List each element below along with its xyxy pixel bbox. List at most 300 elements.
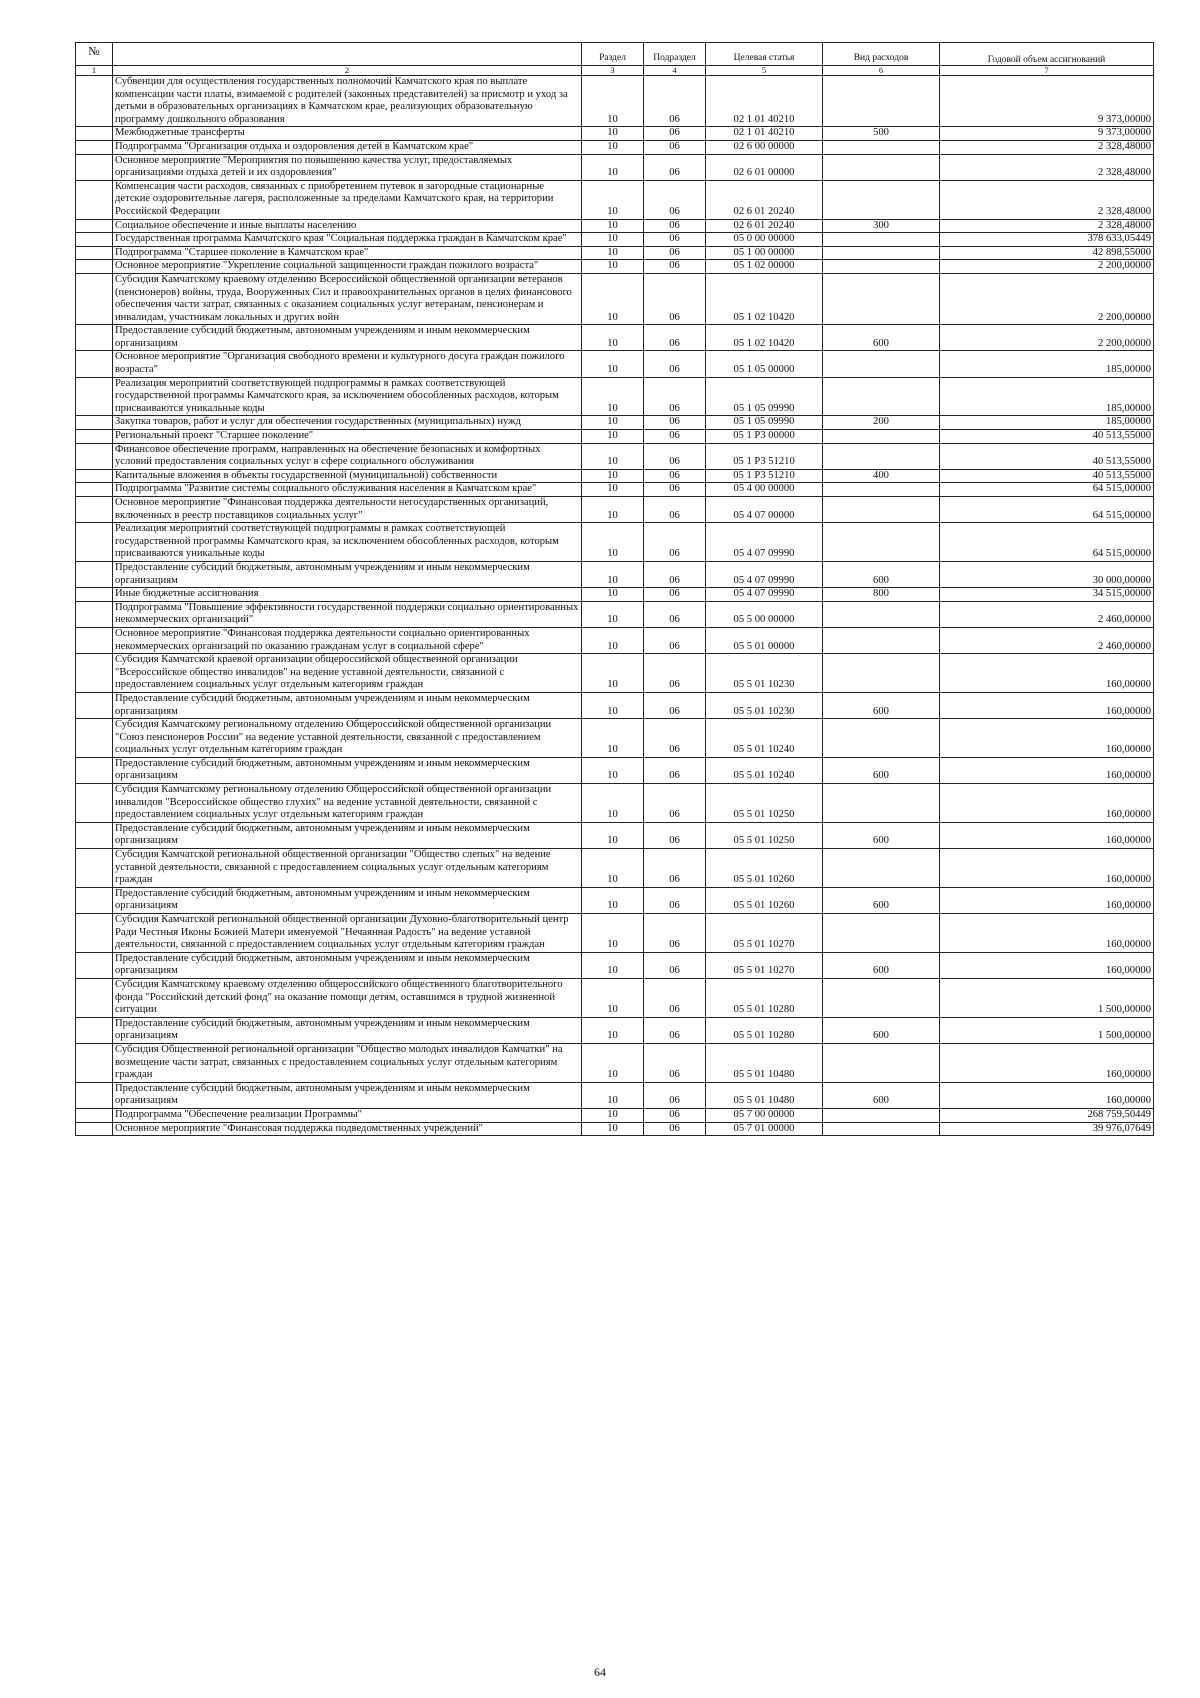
- row-number-cell: [76, 914, 113, 953]
- row-sum-cell: 160,00000: [940, 952, 1154, 978]
- row-number-cell: [76, 483, 113, 497]
- row-razdel-cell: 10: [582, 483, 644, 497]
- row-podrazdel-cell: 06: [644, 887, 706, 913]
- row-celevaya-cell: 05 1 05 09990: [706, 377, 823, 416]
- row-podrazdel-cell: 06: [644, 127, 706, 141]
- row-celevaya-cell: 05 5 01 10240: [706, 757, 823, 783]
- row-vid-cell: [823, 180, 940, 219]
- table-row: [76, 822, 1154, 848]
- row-name-cell: Компенсация части расходов, связанных с приобретением путевок в загородные стационарные детские оздоровительные лагеря, расположенные за пределами Камчатского края, на территории Российской Федерации: [113, 180, 582, 219]
- row-podrazdel-cell: 06: [644, 246, 706, 260]
- row-sum-cell: 160,00000: [940, 784, 1154, 823]
- row-podrazdel-cell: 06: [644, 219, 706, 233]
- row-number-cell: [76, 784, 113, 823]
- row-podrazdel-cell: 06: [644, 822, 706, 848]
- row-name-cell: Социальное обеспечение и иные выплаты населению: [113, 219, 582, 233]
- row-sum-cell: 2 200,00000: [940, 273, 1154, 324]
- row-celevaya-cell: 05 4 00 00000: [706, 483, 823, 497]
- row-celevaya-cell: 05 1 05 09990: [706, 416, 823, 430]
- row-sum-cell: 185,00000: [940, 416, 1154, 430]
- row-name-cell: Предоставление субсидий бюджетным, автономным учреждениям и иным некоммерческим организациям: [113, 325, 582, 351]
- page-number: 64: [594, 1665, 606, 1679]
- row-number-cell: [76, 180, 113, 219]
- row-name-cell: Реализация мероприятий соответствующей подпрограммы в рамках соответствующей государственной программы Камчатского края, за исключением обособленных расходов, которым присваиваются уникальные коды: [113, 377, 582, 416]
- row-celevaya-cell: 05 7 00 00000: [706, 1108, 823, 1122]
- row-sum-cell: 160,00000: [940, 1043, 1154, 1082]
- row-number-cell: [76, 849, 113, 888]
- row-vid-cell: [823, 246, 940, 260]
- row-razdel-cell: 10: [582, 325, 644, 351]
- row-sum-cell: 40 513,55000: [940, 430, 1154, 444]
- row-podrazdel-cell: 06: [644, 784, 706, 823]
- row-number-cell: [76, 588, 113, 602]
- table-row: [76, 180, 1154, 219]
- row-vid-cell: [823, 273, 940, 324]
- table-row: [76, 273, 1154, 324]
- row-name-cell: Предоставление субсидий бюджетным, автономным учреждениям и иным некоммерческим организациям: [113, 887, 582, 913]
- row-celevaya-cell: 05 1 02 10420: [706, 325, 823, 351]
- row-sum-cell: 160,00000: [940, 914, 1154, 953]
- row-podrazdel-cell: 06: [644, 497, 706, 523]
- row-podrazdel-cell: 06: [644, 914, 706, 953]
- row-razdel-cell: 10: [582, 233, 644, 247]
- table-row: [76, 914, 1154, 953]
- row-podrazdel-cell: 06: [644, 233, 706, 247]
- row-podrazdel-cell: 06: [644, 1108, 706, 1122]
- row-vid-cell: 500: [823, 127, 940, 141]
- row-podrazdel-cell: 06: [644, 76, 706, 127]
- row-sum-cell: 39 976,07649: [940, 1122, 1154, 1136]
- row-name-cell: Субсидия Камчатской краевой организации общероссийской общественной организации "Всероссийское общество инвалидов" на ведение уставной деятельности, связанной с предоставлением социальных услуг отдельным категориям граждан: [113, 654, 582, 693]
- row-vid-cell: 200: [823, 416, 940, 430]
- row-podrazdel-cell: 06: [644, 180, 706, 219]
- row-sum-cell: 2 200,00000: [940, 325, 1154, 351]
- row-podrazdel-cell: 06: [644, 1043, 706, 1082]
- row-vid-cell: 600: [823, 887, 940, 913]
- row-celevaya-cell: 02 1 01 40210: [706, 76, 823, 127]
- col-number: 2: [113, 66, 582, 76]
- row-name-cell: Предоставление субсидий бюджетным, автономным учреждениям и иным некоммерческим организациям: [113, 1082, 582, 1108]
- row-name-cell: Финансовое обеспечение программ, направленных на обеспечение безопасных и комфортных условий предоставления социальных услуг в сфере социального обслуживания: [113, 443, 582, 469]
- table-row: [76, 483, 1154, 497]
- row-razdel-cell: 10: [582, 377, 644, 416]
- header-vid: Вид расходов: [823, 43, 940, 66]
- row-vid-cell: [823, 76, 940, 127]
- table-row: [76, 430, 1154, 444]
- row-celevaya-cell: 05 7 01 00000: [706, 1122, 823, 1136]
- row-razdel-cell: 10: [582, 784, 644, 823]
- row-celevaya-cell: 05 5 01 10230: [706, 692, 823, 718]
- budget-table-page: [75, 42, 1153, 1136]
- col-number: 7: [940, 66, 1154, 76]
- row-name-cell: Основное мероприятие "Финансовая поддержка деятельности социально ориентированных некоммерческих организаций по оказанию гражданам услуг в социальной сфере": [113, 627, 582, 653]
- row-sum-cell: 64 515,00000: [940, 497, 1154, 523]
- table-row: [76, 952, 1154, 978]
- row-razdel-cell: 10: [582, 154, 644, 180]
- row-number-cell: [76, 246, 113, 260]
- row-razdel-cell: 10: [582, 127, 644, 141]
- row-sum-cell: 2 460,00000: [940, 627, 1154, 653]
- row-vid-cell: [823, 443, 940, 469]
- col-number: 5: [706, 66, 823, 76]
- table-header-row: [76, 43, 1154, 66]
- row-razdel-cell: 10: [582, 561, 644, 587]
- row-razdel-cell: 10: [582, 1082, 644, 1108]
- row-celevaya-cell: 02 6 00 00000: [706, 140, 823, 154]
- row-sum-cell: 9 373,00000: [940, 127, 1154, 141]
- row-number-cell: [76, 140, 113, 154]
- row-vid-cell: 600: [823, 692, 940, 718]
- row-podrazdel-cell: 06: [644, 1017, 706, 1043]
- header-obem: Годовой объем ассигнований: [940, 43, 1154, 66]
- row-sum-cell: 185,00000: [940, 351, 1154, 377]
- row-number-cell: [76, 523, 113, 562]
- row-celevaya-cell: 05 5 01 10230: [706, 654, 823, 693]
- row-number-cell: [76, 1017, 113, 1043]
- row-podrazdel-cell: 06: [644, 273, 706, 324]
- row-celevaya-cell: 05 1 05 00000: [706, 351, 823, 377]
- row-name-cell: Основное мероприятие "Укрепление социальной защищенности граждан пожилого возраста": [113, 260, 582, 274]
- row-celevaya-cell: 02 6 01 00000: [706, 154, 823, 180]
- row-celevaya-cell: 05 5 00 00000: [706, 601, 823, 627]
- table-row: [76, 140, 1154, 154]
- row-vid-cell: [823, 1108, 940, 1122]
- row-celevaya-cell: 05 5 01 10280: [706, 978, 823, 1017]
- table-row: [76, 351, 1154, 377]
- row-celevaya-cell: 05 5 01 10250: [706, 822, 823, 848]
- row-number-cell: [76, 154, 113, 180]
- row-number-cell: [76, 1108, 113, 1122]
- row-name-cell: Иные бюджетные ассигнования: [113, 588, 582, 602]
- row-name-cell: Предоставление субсидий бюджетным, автономным учреждениям и иным некоммерческим организациям: [113, 822, 582, 848]
- row-number-cell: [76, 76, 113, 127]
- row-number-cell: [76, 443, 113, 469]
- row-sum-cell: 160,00000: [940, 692, 1154, 718]
- table-row: [76, 219, 1154, 233]
- row-name-cell: Субсидия Камчатской региональной общественной организации "Общество слепых" на ведение уставной деятельности, связанной с предоставлением социальных услуг отдельным категориям граждан: [113, 849, 582, 888]
- row-podrazdel-cell: 06: [644, 469, 706, 483]
- row-sum-cell: 160,00000: [940, 719, 1154, 758]
- row-razdel-cell: 10: [582, 849, 644, 888]
- header-celevaya: Целевая статья: [706, 43, 823, 66]
- row-podrazdel-cell: 06: [644, 627, 706, 653]
- table-row: [76, 127, 1154, 141]
- row-celevaya-cell: 05 5 01 10260: [706, 849, 823, 888]
- row-name-cell: Региональный проект "Старшее поколение": [113, 430, 582, 444]
- row-razdel-cell: 10: [582, 351, 644, 377]
- row-number-cell: [76, 260, 113, 274]
- row-podrazdel-cell: 06: [644, 588, 706, 602]
- table-row: [76, 76, 1154, 127]
- row-name-cell: Основное мероприятие "Организация свободного времени и культурного досуга граждан пожилого возраста": [113, 351, 582, 377]
- row-celevaya-cell: 05 1 02 10420: [706, 273, 823, 324]
- row-name-cell: Предоставление субсидий бюджетным, автономным учреждениям и иным некоммерческим организациям: [113, 952, 582, 978]
- row-razdel-cell: 10: [582, 469, 644, 483]
- row-podrazdel-cell: 06: [644, 952, 706, 978]
- table-row: [76, 588, 1154, 602]
- table-row: [76, 1122, 1154, 1136]
- row-razdel-cell: 10: [582, 692, 644, 718]
- row-vid-cell: 600: [823, 822, 940, 848]
- row-razdel-cell: 10: [582, 140, 644, 154]
- row-razdel-cell: 10: [582, 914, 644, 953]
- row-podrazdel-cell: 06: [644, 416, 706, 430]
- table-row: [76, 849, 1154, 888]
- row-number-cell: [76, 822, 113, 848]
- row-vid-cell: [823, 430, 940, 444]
- row-razdel-cell: 10: [582, 219, 644, 233]
- row-razdel-cell: 10: [582, 1108, 644, 1122]
- row-vid-cell: [823, 719, 940, 758]
- row-vid-cell: 600: [823, 757, 940, 783]
- row-vid-cell: 600: [823, 1082, 940, 1108]
- row-razdel-cell: 10: [582, 416, 644, 430]
- row-sum-cell: 160,00000: [940, 1082, 1154, 1108]
- row-number-cell: [76, 601, 113, 627]
- table-row: [76, 887, 1154, 913]
- row-razdel-cell: 10: [582, 952, 644, 978]
- row-sum-cell: 1 500,00000: [940, 978, 1154, 1017]
- row-vid-cell: [823, 601, 940, 627]
- col-number: 4: [644, 66, 706, 76]
- row-number-cell: [76, 978, 113, 1017]
- row-number-cell: [76, 416, 113, 430]
- column-number-row: [76, 66, 1154, 76]
- row-celevaya-cell: 05 0 00 00000: [706, 233, 823, 247]
- row-vid-cell: [823, 654, 940, 693]
- row-sum-cell: 268 759,50449: [940, 1108, 1154, 1122]
- row-razdel-cell: 10: [582, 757, 644, 783]
- row-celevaya-cell: 05 5 01 10270: [706, 914, 823, 953]
- row-razdel-cell: 10: [582, 719, 644, 758]
- row-name-cell: Субвенции для осуществления государственных полномочий Камчатского края по выплате компенсации части платы, взимаемой с родителей (законных представителей) за присмотр и уход за детьми в образовательных организациях в Камчатском крае, реализующих образовательную программу дошкольного образования: [113, 76, 582, 127]
- row-razdel-cell: 10: [582, 523, 644, 562]
- table-row: [76, 416, 1154, 430]
- row-sum-cell: 2 328,48000: [940, 219, 1154, 233]
- table-row: [76, 692, 1154, 718]
- row-name-cell: Субсидия Камчатской региональной общественной организации Духовно-благотворительный центр Ради Честныя Иконы Божией Матери именуемой "Нечаянная Радость" на ведение уставной деятельности, связанной с предоставлением социальных услуг отдельным категориям граждан: [113, 914, 582, 953]
- row-number-cell: [76, 351, 113, 377]
- budget-table: [75, 42, 1154, 1136]
- row-name-cell: Субсидия Общественной региональной организации "Общество молодых инвалидов Камчатки" на возмещение части затрат, связанных с предоставлением социальных услуг отдельным категориям граждан: [113, 1043, 582, 1082]
- row-name-cell: Предоставление субсидий бюджетным, автономным учреждениям и иным некоммерческим организациям: [113, 757, 582, 783]
- row-name-cell: Предоставление субсидий бюджетным, автономным учреждениям и иным некоммерческим организациям: [113, 1017, 582, 1043]
- table-row: [76, 1043, 1154, 1082]
- row-name-cell: Основное мероприятие "Мероприятия по повышению качества услуг, предоставляемых организациями отдыха детей и их оздоровления": [113, 154, 582, 180]
- row-celevaya-cell: 05 4 07 09990: [706, 523, 823, 562]
- row-vid-cell: [823, 154, 940, 180]
- col-number: 1: [76, 66, 113, 76]
- row-razdel-cell: 10: [582, 497, 644, 523]
- row-podrazdel-cell: 06: [644, 1082, 706, 1108]
- col-number: 6: [823, 66, 940, 76]
- table-row: [76, 1082, 1154, 1108]
- row-number-cell: [76, 757, 113, 783]
- row-celevaya-cell: 02 6 01 20240: [706, 219, 823, 233]
- row-vid-cell: [823, 1122, 940, 1136]
- row-number-cell: [76, 497, 113, 523]
- row-name-cell: Капитальные вложения в объекты государственной (муниципальной) собственности: [113, 469, 582, 483]
- row-number-cell: [76, 719, 113, 758]
- row-name-cell: Субсидия Камчатскому краевому отделению Всероссийской общественной организации ветеранов (пенсионеров) войны, труда, Вооруженных Сил и правоохранительных органов в целях финансового обеспечения части затрат, связанных с оказанием социальных услуг ветеранам, пенсионерам и инвалидам, участникам локальных и других войн: [113, 273, 582, 324]
- row-vid-cell: [823, 483, 940, 497]
- row-number-cell: [76, 469, 113, 483]
- table-row: [76, 523, 1154, 562]
- row-vid-cell: 400: [823, 469, 940, 483]
- row-razdel-cell: 10: [582, 443, 644, 469]
- row-podrazdel-cell: 06: [644, 430, 706, 444]
- row-name-cell: Подпрограмма "Обеспечение реализации Программы": [113, 1108, 582, 1122]
- row-celevaya-cell: 05 5 01 00000: [706, 627, 823, 653]
- row-number-cell: [76, 1122, 113, 1136]
- row-podrazdel-cell: 06: [644, 154, 706, 180]
- table-row: [76, 784, 1154, 823]
- row-celevaya-cell: 05 5 01 10270: [706, 952, 823, 978]
- row-razdel-cell: 10: [582, 822, 644, 848]
- row-number-cell: [76, 627, 113, 653]
- row-celevaya-cell: 05 1 P3 00000: [706, 430, 823, 444]
- row-razdel-cell: 10: [582, 1043, 644, 1082]
- row-podrazdel-cell: 06: [644, 325, 706, 351]
- row-sum-cell: 9 373,00000: [940, 76, 1154, 127]
- table-row: [76, 757, 1154, 783]
- row-podrazdel-cell: 06: [644, 719, 706, 758]
- row-sum-cell: 42 898,55000: [940, 246, 1154, 260]
- row-vid-cell: [823, 233, 940, 247]
- col-number: 3: [582, 66, 644, 76]
- row-number-cell: [76, 561, 113, 587]
- row-number-cell: [76, 1043, 113, 1082]
- row-celevaya-cell: 05 5 01 10250: [706, 784, 823, 823]
- row-sum-cell: 30 000,00000: [940, 561, 1154, 587]
- row-vid-cell: 300: [823, 219, 940, 233]
- row-name-cell: Субсидия Камчатскому краевому отделению общероссийского общественного благотворительного фонда "Российский детский фонд" на оказание помощи детям, оставшимся в трудной жизненной ситуации: [113, 978, 582, 1017]
- row-name-cell: Государственная программа Камчатского края "Социальная поддержка граждан в Камчатском крае": [113, 233, 582, 247]
- table-row: [76, 1108, 1154, 1122]
- row-podrazdel-cell: 06: [644, 483, 706, 497]
- row-sum-cell: 64 515,00000: [940, 483, 1154, 497]
- row-sum-cell: 160,00000: [940, 887, 1154, 913]
- table-row: [76, 627, 1154, 653]
- row-number-cell: [76, 377, 113, 416]
- row-sum-cell: 34 515,00000: [940, 588, 1154, 602]
- header-podrazdel: Подраздел: [644, 43, 706, 66]
- row-vid-cell: [823, 523, 940, 562]
- row-razdel-cell: 10: [582, 246, 644, 260]
- row-name-cell: Основное мероприятие "Финансовая поддержка подведомственных учреждений": [113, 1122, 582, 1136]
- row-razdel-cell: 10: [582, 1017, 644, 1043]
- row-sum-cell: 2 460,00000: [940, 601, 1154, 627]
- table-row: [76, 377, 1154, 416]
- row-name-cell: Закупка товаров, работ и услуг для обеспечения государственных (муниципальных) нужд: [113, 416, 582, 430]
- row-sum-cell: 2 328,48000: [940, 154, 1154, 180]
- row-razdel-cell: 10: [582, 627, 644, 653]
- row-name-cell: Субсидия Камчатскому региональному отделению Общероссийской общественной организации "Союз пенсионеров России" на ведение уставной деятельности, связанной с предоставлением социальных услуг отдельным категориям граждан: [113, 719, 582, 758]
- row-podrazdel-cell: 06: [644, 523, 706, 562]
- header-razdel: Раздел: [582, 43, 644, 66]
- row-vid-cell: [823, 914, 940, 953]
- row-sum-cell: 160,00000: [940, 849, 1154, 888]
- row-sum-cell: 2 328,48000: [940, 140, 1154, 154]
- row-sum-cell: 40 513,55000: [940, 469, 1154, 483]
- table-row: [76, 497, 1154, 523]
- row-number-cell: [76, 219, 113, 233]
- row-celevaya-cell: 05 5 01 10260: [706, 887, 823, 913]
- row-podrazdel-cell: 06: [644, 377, 706, 416]
- row-celevaya-cell: 05 1 P3 51210: [706, 469, 823, 483]
- row-vid-cell: 600: [823, 325, 940, 351]
- row-name-cell: Предоставление субсидий бюджетным, автономным учреждениям и иным некоммерческим организациям: [113, 692, 582, 718]
- table-row: [76, 154, 1154, 180]
- row-podrazdel-cell: 06: [644, 140, 706, 154]
- row-name-cell: Подпрограмма "Старшее поколение в Камчатском крае": [113, 246, 582, 260]
- table-body: [76, 76, 1154, 1136]
- row-sum-cell: 378 633,05449: [940, 233, 1154, 247]
- row-sum-cell: 2 200,00000: [940, 260, 1154, 274]
- row-podrazdel-cell: 06: [644, 443, 706, 469]
- table-row: [76, 601, 1154, 627]
- row-name-cell: Предоставление субсидий бюджетным, автономным учреждениям и иным некоммерческим организациям: [113, 561, 582, 587]
- row-podrazdel-cell: 06: [644, 260, 706, 274]
- row-vid-cell: [823, 849, 940, 888]
- row-name-cell: Межбюджетные трансферты: [113, 127, 582, 141]
- row-razdel-cell: 10: [582, 273, 644, 324]
- table-row: [76, 325, 1154, 351]
- row-razdel-cell: 10: [582, 978, 644, 1017]
- row-podrazdel-cell: 06: [644, 351, 706, 377]
- row-sum-cell: 1 500,00000: [940, 1017, 1154, 1043]
- row-vid-cell: 800: [823, 588, 940, 602]
- row-number-cell: [76, 952, 113, 978]
- table-row: [76, 233, 1154, 247]
- row-number-cell: [76, 325, 113, 351]
- row-sum-cell: 40 513,55000: [940, 443, 1154, 469]
- table-row: [76, 719, 1154, 758]
- row-razdel-cell: 10: [582, 588, 644, 602]
- row-name-cell: Подпрограмма "Организация отдыха и оздоровления детей в Камчатском крае": [113, 140, 582, 154]
- table-row: [76, 978, 1154, 1017]
- row-number-cell: [76, 127, 113, 141]
- row-celevaya-cell: 05 4 07 00000: [706, 497, 823, 523]
- row-number-cell: [76, 887, 113, 913]
- row-celevaya-cell: 05 4 07 09990: [706, 561, 823, 587]
- row-celevaya-cell: 05 5 01 10280: [706, 1017, 823, 1043]
- row-sum-cell: 160,00000: [940, 822, 1154, 848]
- row-celevaya-cell: 02 1 01 40210: [706, 127, 823, 141]
- row-celevaya-cell: 05 5 01 10480: [706, 1043, 823, 1082]
- row-razdel-cell: 10: [582, 601, 644, 627]
- row-podrazdel-cell: 06: [644, 978, 706, 1017]
- row-vid-cell: [823, 497, 940, 523]
- row-razdel-cell: 10: [582, 430, 644, 444]
- row-podrazdel-cell: 06: [644, 1122, 706, 1136]
- table-row: [76, 561, 1154, 587]
- row-vid-cell: [823, 351, 940, 377]
- row-podrazdel-cell: 06: [644, 654, 706, 693]
- header-name: [113, 43, 582, 66]
- row-vid-cell: [823, 377, 940, 416]
- row-name-cell: Субсидия Камчатскому региональному отделению Общероссийской общественной организации инвалидов "Всероссийское общество глухих" на ведение уставной деятельности, связанной с предоставлением социальных услуг отдельным категориям граждан: [113, 784, 582, 823]
- row-sum-cell: 64 515,00000: [940, 523, 1154, 562]
- row-vid-cell: [823, 627, 940, 653]
- table-row: [76, 443, 1154, 469]
- table-row: [76, 654, 1154, 693]
- row-celevaya-cell: 05 4 07 09990: [706, 588, 823, 602]
- table-row: [76, 260, 1154, 274]
- row-sum-cell: 160,00000: [940, 654, 1154, 693]
- row-vid-cell: [823, 1043, 940, 1082]
- row-razdel-cell: 10: [582, 180, 644, 219]
